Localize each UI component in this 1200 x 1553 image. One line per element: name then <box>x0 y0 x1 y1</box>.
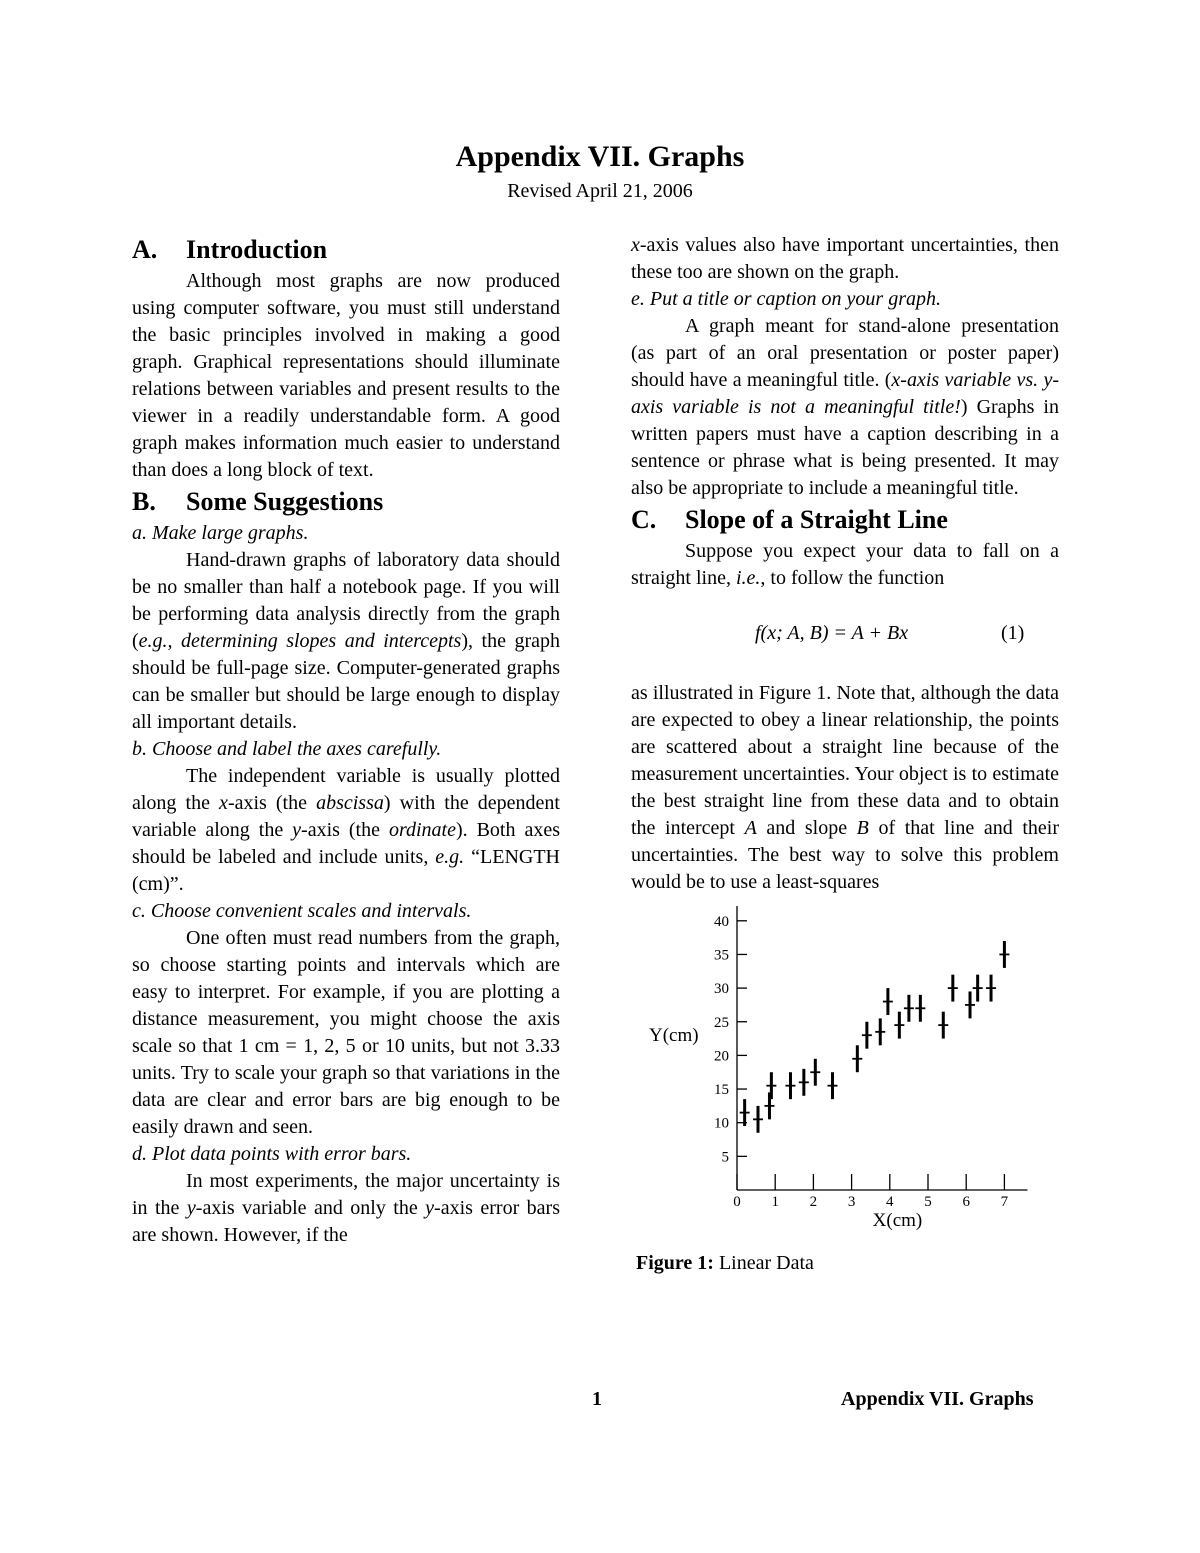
slope-B: B <box>856 817 869 839</box>
data-point <box>785 1072 795 1099</box>
section-a-heading <box>132 234 560 266</box>
slope-A: A <box>744 817 757 839</box>
y-tick-label: 15 <box>714 1082 729 1099</box>
y-tick-label: 10 <box>714 1115 729 1132</box>
x-tick-label: 5 <box>924 1194 932 1210</box>
equation-number: (1) <box>1001 622 1025 644</box>
suggestion-a-text-2: ), the graph should be full-page size. Computer-generated graphs can be smaller but should be large enough to display all important details. <box>132 630 561 733</box>
suggestion-e-paragraph <box>631 313 1059 502</box>
y-tick-label: 30 <box>714 981 729 998</box>
slope-text-4: and slope <box>756 817 857 839</box>
suggestion-b-y: y <box>292 819 302 841</box>
data-point <box>740 1099 750 1126</box>
x-tick-label: 6 <box>962 1194 970 1210</box>
data-point <box>894 1012 904 1039</box>
suggestion-b-text-4: -axis (the <box>301 819 389 841</box>
suggestion-b-heading: b. Choose and label the axes carefully. <box>132 738 442 760</box>
data-point <box>904 995 914 1022</box>
data-point <box>965 991 975 1018</box>
slope-paragraph-1 <box>631 538 1059 592</box>
section-c-heading <box>631 504 1059 536</box>
y-tick-label: 25 <box>714 1014 729 1031</box>
x-tick-label: 3 <box>847 1194 856 1210</box>
data-point <box>828 1072 838 1099</box>
suggestion-b-text-5: ). Both axes should be labeled and include units, <box>132 819 560 868</box>
revision-date: Revised April 21, 2006 <box>507 180 693 202</box>
figure-caption-label: Figure 1: <box>636 1252 714 1274</box>
suggestion-c-heading: c. Choose convenient scales and intervals. <box>132 900 472 922</box>
data-point <box>875 1018 885 1045</box>
y-axis-label: Y(cm) <box>649 1025 699 1047</box>
suggestion-d-text-4: -axis values also have important uncertainties, then these too are shown on the graph. <box>631 234 1059 283</box>
data-point <box>938 1012 948 1039</box>
suggestion-d-paragraph <box>132 1168 560 1249</box>
data-point <box>799 1069 809 1096</box>
left-column <box>132 232 560 1249</box>
equation-1 <box>631 606 1059 662</box>
suggestion-b-x: x <box>219 792 228 814</box>
suggestion-b-text-6: “LENGTH (cm)”. <box>132 846 560 895</box>
y-tick-label: 20 <box>714 1048 729 1065</box>
section-a-title: Introduction <box>186 235 328 264</box>
x-tick-label: 7 <box>1000 1194 1009 1210</box>
suggestion-b-text-1: The independent variable is usually plotted along the <box>132 765 560 814</box>
data-point <box>883 988 893 1015</box>
equation-body: f(x; A, B) = A + Bx <box>755 622 909 644</box>
figure-caption-text: Linear Data <box>713 1252 814 1274</box>
data-point <box>915 995 925 1022</box>
suggestion-d-text-1: In most experiments, the major uncertainty is in the <box>132 1170 560 1219</box>
section-b-title: Some Suggestions <box>186 487 384 516</box>
data-point <box>986 975 996 1002</box>
data-point <box>999 941 1009 968</box>
slope-text-1: Suppose you expect your data to fall on a straight line, <box>631 540 1059 589</box>
suggestion-e-italic: x-axis variable vs. y-axis variable is not a meaningful title! <box>631 369 1059 418</box>
suggestion-b-eg: e.g. <box>435 846 465 868</box>
x-tick-label: 1 <box>771 1194 779 1210</box>
y-tick-label: 40 <box>714 913 729 930</box>
running-title: Appendix VII. Graphs <box>841 1388 1034 1410</box>
suggestion-d-text-2: -axis variable and only the <box>195 1197 426 1219</box>
slope-paragraph-2 <box>631 680 1059 896</box>
suggestion-b-ordinate: ordinate <box>388 819 456 841</box>
suggestion-e-heading: e. Put a title or caption on your graph. <box>631 288 941 310</box>
page-title: Appendix VII. Graphs <box>455 140 745 173</box>
suggestion-c-paragraph: One often must read numbers from the graph, so choose starting points and intervals which are easy to interpret. For example, if you are plotting a distance measurement, you might choose the axis scale so that 1 cm = 1, 2, 5 or 10 units, but not 3.33 units. Try to scale your graph so that variations in the data are clear and error bars are big enough to be easily drawn and seen. <box>132 927 560 1138</box>
section-c-title: Slope of a Straight Line <box>685 505 948 534</box>
x-axis-label: X(cm) <box>872 1210 923 1231</box>
section-b-letter: B. <box>132 487 156 516</box>
slope-ie: i.e. <box>735 567 761 589</box>
slope-text-5: of that line and their uncertainties. The best way to solve this problem would be to use a least-squares <box>631 817 1060 893</box>
figure-1 <box>631 902 1059 1272</box>
x-tick-label: 2 <box>809 1194 818 1210</box>
suggestion-e-text-1: A graph meant for stand-alone presentation (as part of an oral presentation or poster paper) should have a meaningful title. ( <box>631 315 1059 391</box>
slope-text-3: as illustrated in Figure 1. Note that, although the data are expected to obey a linear relationship, the points are scattered about a straight line because of the measurement uncertainties. Your object is to estimate the best straight line from these data and to obtain the intercept <box>631 682 1059 839</box>
suggestion-e-text-2: ) Graphs in written papers must have a caption describing in a sentence or phrase what is being presented. It may also be appropriate to include a meaningful title. <box>631 396 1059 499</box>
section-a-letter: A. <box>132 235 158 264</box>
suggestion-d-y1: y <box>186 1197 196 1219</box>
x-tick-label: 0 <box>733 1194 741 1210</box>
data-point <box>766 1072 776 1099</box>
y-tick-label: 35 <box>714 947 729 964</box>
suggestion-a-text-1: Hand-drawn graphs of laboratory data should be no smaller than half a notebook page. If you will be performing data analysis directly from the graph ( <box>132 549 560 652</box>
linear-data-chart <box>631 902 1051 1242</box>
data-point <box>810 1059 820 1086</box>
suggestion-d-heading: d. Plot data points with error bars. <box>132 1143 412 1165</box>
suggestion-d-continued <box>631 232 1059 286</box>
figure-caption <box>636 1250 814 1277</box>
suggestion-a-example: e.g., determining slopes and intercepts <box>138 630 462 652</box>
suggestion-d-text-3: -axis error bars are shown. However, if the <box>132 1197 560 1246</box>
x-tick-label: 4 <box>886 1194 894 1210</box>
section-b-heading <box>132 486 560 518</box>
suggestion-d-x: x <box>631 234 640 256</box>
suggestion-b-paragraph <box>132 763 560 898</box>
data-point <box>852 1045 862 1072</box>
suggestion-b-text-3: ) with the dependent variable along the <box>132 792 560 841</box>
suggestion-b-abscissa: abscissa <box>316 792 384 814</box>
data-point <box>753 1106 763 1133</box>
slope-text-2: , to follow the function <box>760 567 945 589</box>
data-point <box>862 1022 872 1049</box>
suggestion-d-y2: y <box>425 1197 435 1219</box>
page-number: 1 <box>592 1388 602 1410</box>
y-tick-label: 5 <box>721 1149 729 1166</box>
data-point <box>973 975 983 1002</box>
right-column <box>631 232 1059 1272</box>
intro-paragraph: Although most graphs are now produced using computer software, you must still understand the basic principles involved in making a good graph. Graphical representations should illuminate relations between variables and present results to the viewer in a readily understandable form. A good graph makes information much easier to understand than does a long block of text. <box>132 270 560 481</box>
data-point <box>764 1092 774 1119</box>
suggestion-b-text-2: -axis (the <box>227 792 317 814</box>
suggestion-a-heading: a. Make large graphs. <box>132 522 309 544</box>
section-c-letter: C. <box>631 505 657 534</box>
data-point <box>948 975 958 1002</box>
suggestion-a-paragraph <box>132 547 560 736</box>
